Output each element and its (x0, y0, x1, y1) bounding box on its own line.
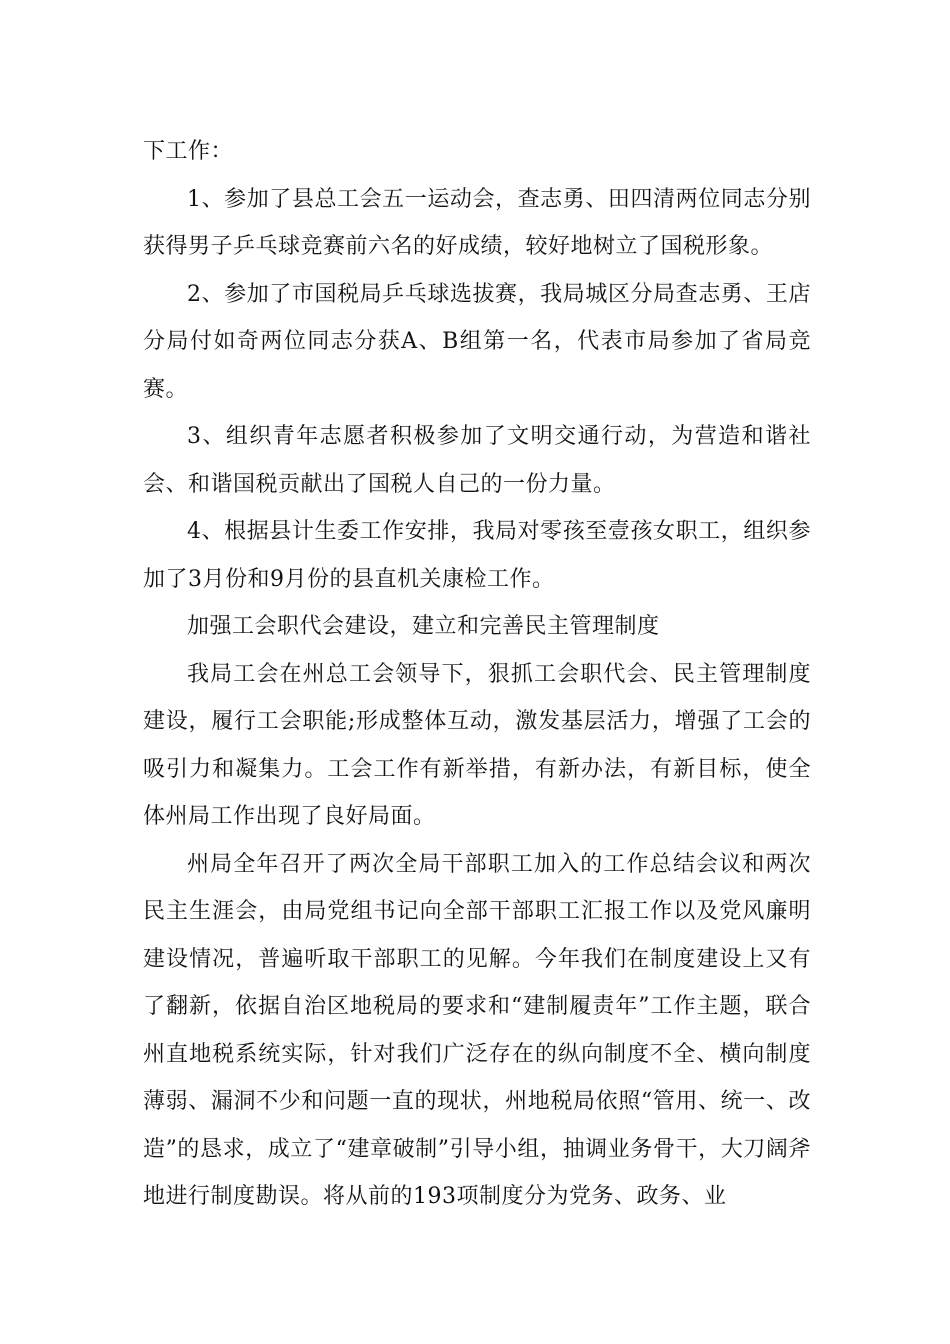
section-heading: 加强工会职代会建设，建立和完善民主管理制度 (187, 614, 660, 639)
paragraph-meetings: 州局全年召开了两次全局干部职工加入的工作总结会议和两次民主生涯会，由局党组书记向全部干部职工汇报工作以及党风廉明建设情况，普遍听取干部职工的见解。今年我们在制度建设上又有了翻新，依据自治区地税局的要求和“建制履责年”工作主题，联合州直地税系统实际，针对我们广泛存在的纵向制度不全、横向制度薄弱、漏洞不少和问题一直的现状，州地税局依照“管用、统一、改造”的恳求，成立了“建章破制”引导小组，抽调业务骨干，大刀阔斧地进行制度勘误。将从前的193项制度分为党务、政务、业 (143, 851, 811, 1209)
paragraph-union-overview: 我局工会在州总工会领导下，狠抓工会职代会、民主管理制度建设，履行工会职能;形成整体互动，激发基层活力，增强了工会的吸引力和凝集力。工会工作有新举措，有新办法，有新目标，使全体州局工作出现了良好局面。 (143, 661, 811, 829)
paragraph-item-1: 1、参加了县总工会五一运动会，查志勇、田四清两位同志分别获得男子乒乓球竞赛前六名的好成绩，较好地树立了国税形象。 (143, 186, 811, 259)
paragraph-item-3: 3、组织青年志愿者积极参加了文明交通行动，为营造和谐社会、和谐国税贡献出了国税人自己的一份力量。 (143, 424, 811, 497)
document-body (143, 128, 811, 1221)
paragraph-item-4: 4、根据县计生委工作安排，我局对零孩至壹孩女职工，组织参加了3月份和9月份的县直机关康检工作。 (143, 519, 811, 592)
paragraph-item-2: 2、参加了市国税局乒乓球选拔赛，我局城区分局查志勇、王店分局付如奇两位同志分获A、B组第一名，代表市局参加了省局竞赛。 (143, 281, 811, 402)
paragraph-continuation: 下工作： (143, 139, 234, 164)
